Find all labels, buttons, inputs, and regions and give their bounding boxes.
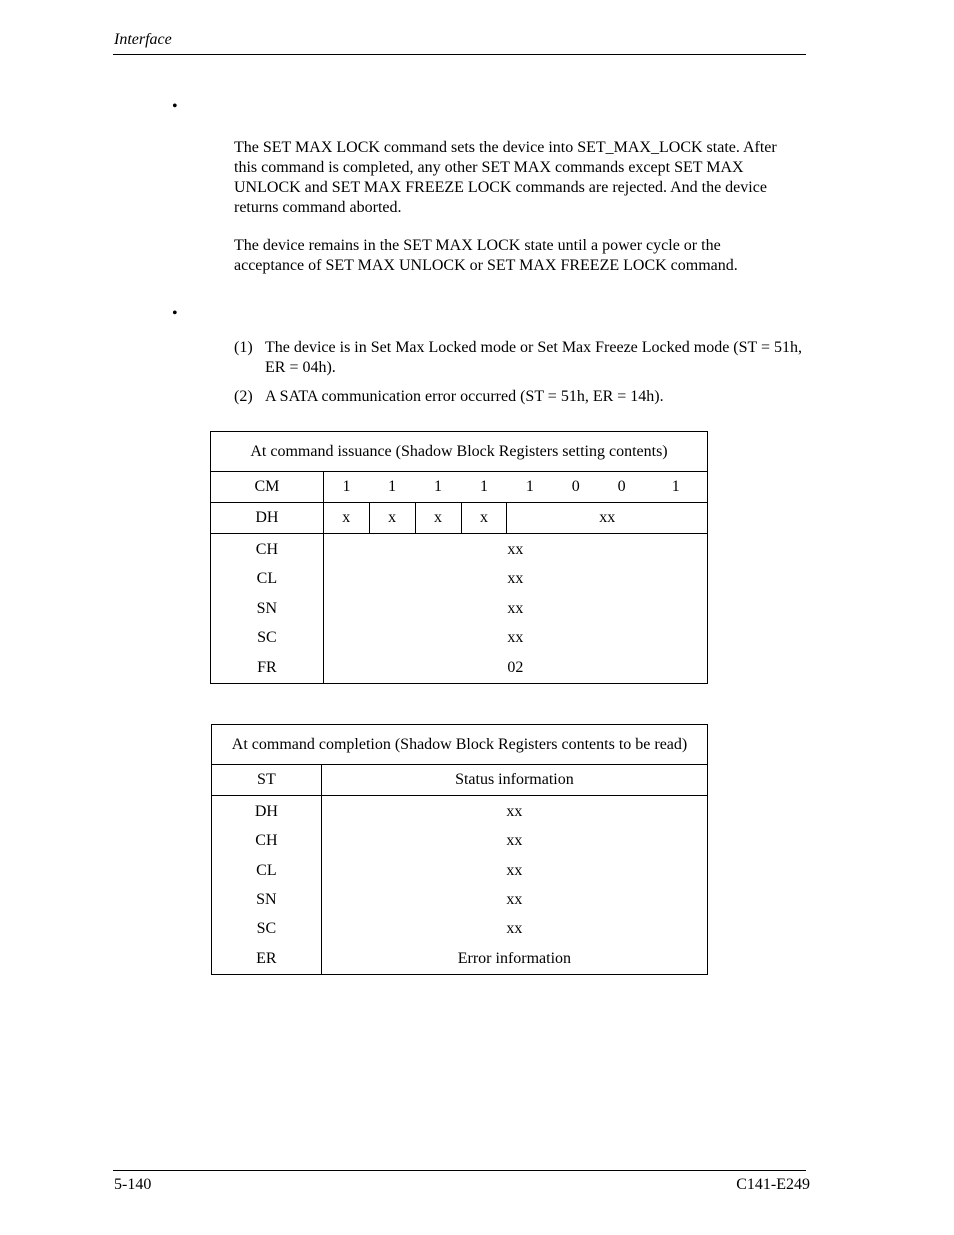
dh-label: DH bbox=[211, 503, 324, 534]
cl-label: CL bbox=[256, 861, 277, 879]
dh-label: DH bbox=[254, 802, 278, 820]
completion-table-title: At command completion (Shadow Block Registers contents to be read) bbox=[212, 725, 708, 765]
dh-bit-7: x bbox=[323, 503, 369, 534]
dh-bit-4: x bbox=[461, 503, 507, 534]
error-item-2 bbox=[234, 387, 794, 407]
ch-label: CH bbox=[255, 832, 278, 850]
ch-label: CH bbox=[255, 541, 278, 559]
sn-value: xx bbox=[507, 599, 524, 617]
cm-bit-1: 0 bbox=[617, 478, 626, 495]
fr-label: FR bbox=[257, 658, 277, 676]
paragraph-lock-description: The SET MAX LOCK command sets the device into SET_MAX_LOCK state. After this command is completed, any other SET MAX commands except SET MAX UNLOCK and SET MAX FREEZE LOCK commands are rejected. And the device returns command aborted. bbox=[234, 139, 777, 216]
sc-label: SC bbox=[256, 920, 277, 938]
footer-rule bbox=[113, 1170, 806, 1171]
st-value: Status information bbox=[321, 765, 707, 796]
fr-value: 02 bbox=[507, 658, 524, 676]
header-rule bbox=[113, 54, 806, 55]
bullet-error-reporting: • bbox=[172, 305, 178, 322]
page-number: 5-140 bbox=[114, 1176, 152, 1193]
error-item-number: (2) bbox=[234, 388, 253, 405]
sc-value: xx bbox=[506, 920, 523, 938]
cm-bit-6: 1 bbox=[388, 478, 397, 495]
cm-label: CM bbox=[211, 472, 324, 503]
issuance-register-table bbox=[210, 431, 708, 684]
document-id: C141-E249 bbox=[736, 1176, 810, 1193]
dh-low-bits: xx bbox=[507, 503, 708, 534]
issuance-table-title: At command issuance (Shadow Block Registers setting contents) bbox=[211, 432, 708, 472]
error-item-text: The device is in Set Max Locked mode or Set Max Freeze Locked mode (ST = 51h, ER = 04h). bbox=[265, 339, 803, 376]
bullet-lock-description: • bbox=[172, 98, 178, 115]
cl-value: xx bbox=[506, 861, 523, 879]
sn-label: SN bbox=[256, 599, 278, 617]
cm-bit-5: 1 bbox=[434, 478, 443, 495]
er-value: Error information bbox=[457, 949, 572, 967]
dh-bit-6: x bbox=[369, 503, 415, 534]
paragraph-lock-state: The device remains in the SET MAX LOCK state until a power cycle or the acceptance of SET MAX UNLOCK or SET MAX FREEZE LOCK command. bbox=[234, 237, 738, 274]
sn-value: xx bbox=[506, 891, 523, 908]
cm-bit-0: 1 bbox=[645, 472, 708, 503]
cl-label: CL bbox=[256, 570, 278, 588]
st-label: ST bbox=[212, 765, 322, 796]
completion-labels-cell bbox=[212, 796, 322, 975]
sc-value: xx bbox=[507, 629, 524, 647]
completion-values-cell bbox=[321, 796, 707, 975]
sn-label: SN bbox=[256, 891, 277, 908]
completion-register-table bbox=[211, 724, 708, 975]
cl-value: xx bbox=[507, 570, 524, 588]
sc-label: SC bbox=[257, 629, 277, 647]
ch-value: xx bbox=[507, 541, 524, 559]
error-item-text: A SATA communication error occurred (ST = 51h, ER = 14h). bbox=[265, 388, 664, 405]
cm-bit-7: 1 bbox=[323, 472, 369, 503]
issuance-labels-cell bbox=[211, 534, 324, 684]
ch-value: xx bbox=[506, 832, 523, 850]
error-item-number: (1) bbox=[234, 339, 253, 356]
page-header: Interface bbox=[114, 31, 172, 48]
error-item-1 bbox=[234, 338, 803, 378]
cm-bit-2: 0 bbox=[571, 478, 580, 495]
er-label: ER bbox=[256, 949, 277, 967]
issuance-values-cell bbox=[323, 534, 707, 684]
dh-bit-5: x bbox=[415, 503, 461, 534]
dh-value: xx bbox=[506, 802, 523, 820]
cm-bit-4: 1 bbox=[479, 478, 488, 495]
cm-bit-3: 1 bbox=[525, 478, 534, 495]
